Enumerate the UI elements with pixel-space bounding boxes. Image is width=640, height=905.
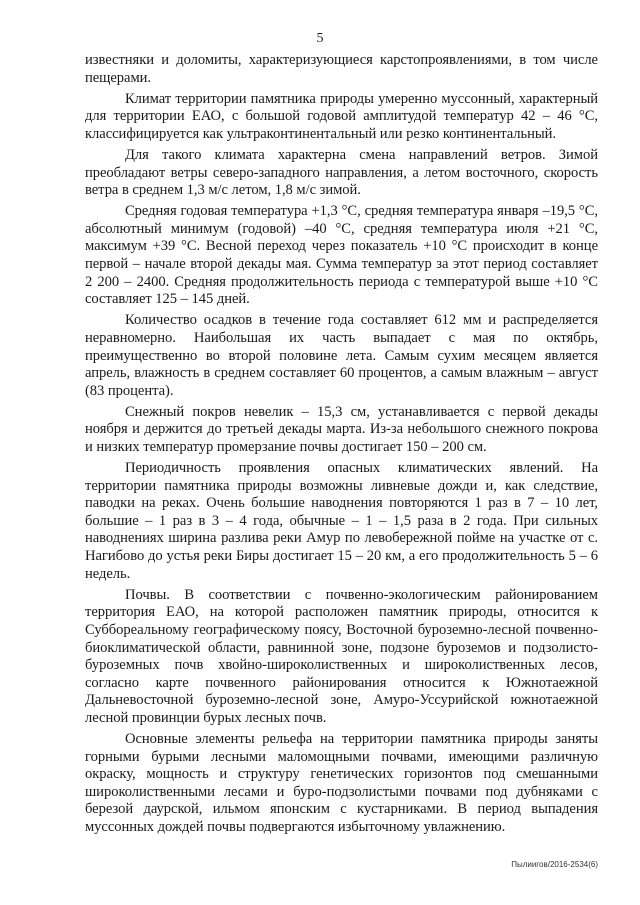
- document-reference: Пылиигов/2016-2534(6): [511, 860, 598, 869]
- paragraph-snow-cover: Снежный покров невелик – 15,3 см, устанавливается с первой декады ноября и держится до третьей декады марта. Из-за небольшого снежного покрова и низких температур промерзание почвы достигает 150 – 200 см.: [85, 403, 598, 455]
- paragraph-soils: Почвы. В соответствии с почвенно-экологическим районированием территория ЕАО, на которой расположен памятник природы, относится к Суббореальному географическому поясу, Восточной буроземно-лесной почвенно-биоклиматической области, равнинной зоне, подзоне буроземов и подзолисто-буроземных почв хвойно-широколиственных и широколиственных лесов, согласно карте почвенного районирования относится к Южнотаежной Дальневосточной буроземно-лесной зоне, Амуро-Уссурийской южнотаежной лесной провинции бурых лесных почв.: [85, 586, 598, 726]
- document-body: [85, 52, 598, 840]
- page-number: 5: [316, 31, 324, 46]
- paragraph-karst: известняки и доломиты, характеризующиеся карстопроявлениями, в том числе пещерами.: [85, 52, 598, 86]
- paragraph-climate: Климат территории памятника природы умеренно муссонный, характерный для территории ЕАО, с большой годовой амплитудой температур 42 – 46 °С, классифицируется как ультраконтинентальный или резко континентальный.: [85, 90, 598, 142]
- paragraph-winds: Для такого климата характерна смена направлений ветров. Зимой преобладают ветры северо-западного направления, а летом восточного, скорость ветра в среднем 1,3 м/с летом, 1,8 м/с зимой.: [85, 146, 598, 199]
- paragraph-hazards: Периодичность проявления опасных климатических явлений. На территории памятника природы возможны ливневые дожди и, как следствие, паводки на реках. Очень большие наводнения повторяются 1 раз в 7 – 10 лет, большие – 1 раз в 3 – 4 года, обычные – 1 – 1,5 раза в 2 года. При сильных наводнениях ширина разлива реки Амур по левобережной пойме на участке от с. Нагибово до устья реки Биры достигает 15 – 20 км, а его продолжительность 5 – 6 недель.: [85, 460, 598, 582]
- paragraph-relief-soils: Основные элементы рельефа на территории памятника природы заняты горными бурыми лесными маломощными почвами, имеющими различную окраску, мощность и структуру генетических горизонтов под смешанными широколиственными лесами и буро-подзолистыми почвами под дубняками с березой даурской, ильмом японским с кустарниками. В период выпадения муссонных дождей почвы подвергаются избыточному увлажнению.: [85, 730, 598, 835]
- paragraph-temperature: Средняя годовая температура +1,3 °С, средняя температура января –19,5 °С, абсолютный минимум (годовой) –40 °С, средняя температура июля +21 °С, максимум +39 °С. Весной переход через показатель +10 °С происходит в конце первой – начале второй декады мая. Сумма температур за этот период составляет 2 200 – 2400. Средняя продолжительность периода с температурой выше +10 °С составляет 125 – 145 дней.: [85, 203, 598, 308]
- paragraph-precipitation: Количество осадков в течение года составляет 612 мм и распределяется неравномерно. Наибольшая их часть выпадает с мая по октябрь, преимущественно во второй половине лета. Самым сухим месяцем является апрель, влажность в среднем составляет 60 процентов, а самым влажным – август (83 процента).: [85, 312, 598, 399]
